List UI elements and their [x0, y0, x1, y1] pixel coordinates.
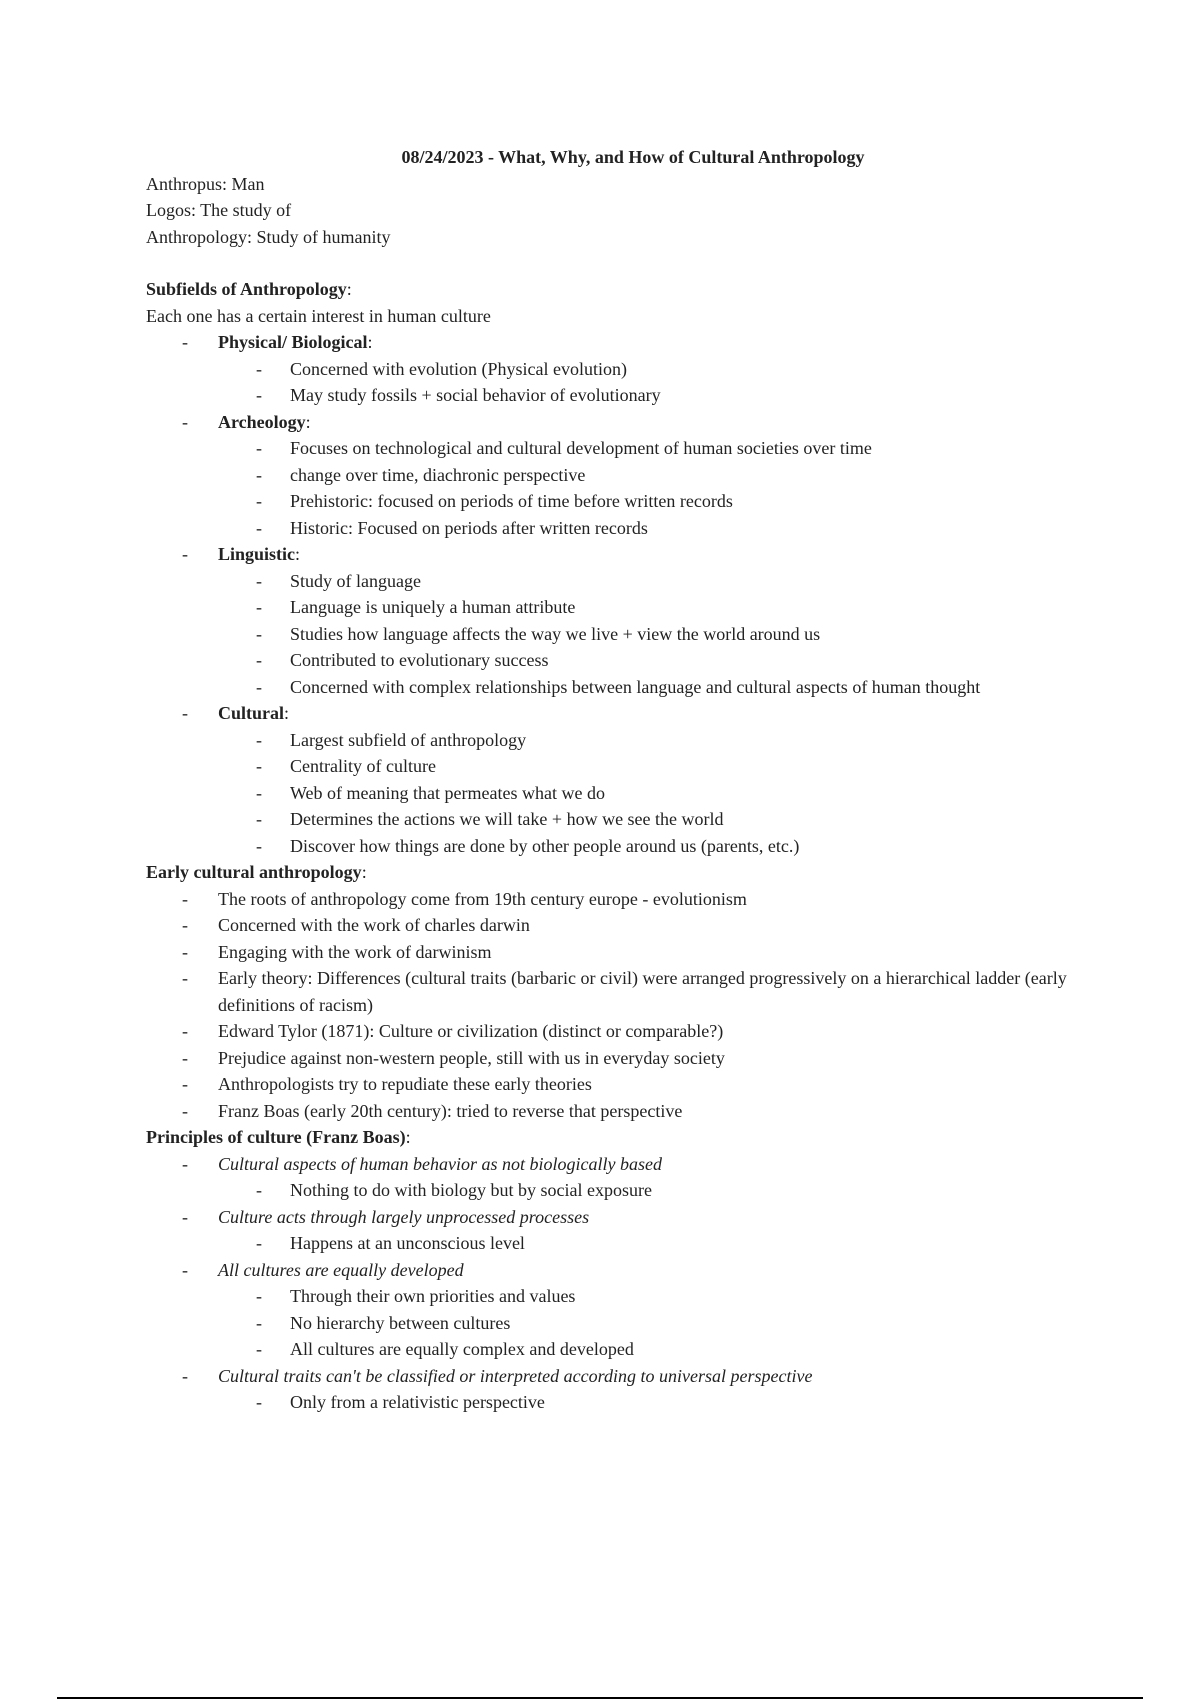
- principle-text: Cultural aspects of human behavior as not biologically based: [218, 1153, 662, 1174]
- bullet-dash: -: [182, 1206, 188, 1227]
- list-item: [146, 382, 1086, 409]
- bullet-dash: -: [182, 703, 188, 723]
- list-item: [146, 674, 1086, 701]
- bullet-dash: -: [256, 1339, 262, 1359]
- list-item: [146, 1230, 1086, 1257]
- principle-item: [146, 1257, 1086, 1284]
- definition-line: Logos: The study of: [146, 200, 292, 220]
- definition-line: Anthropus: Man: [146, 173, 265, 194]
- list-item-text: Determines the actions we will take + how we see the world: [290, 809, 724, 829]
- notes-content: [146, 144, 1086, 1416]
- list-item: [146, 727, 1086, 754]
- heading-text: Early cultural anthropology: [146, 862, 362, 882]
- principle-text: Cultural traits can't be classified or interpreted according to universal perspective: [218, 1365, 813, 1386]
- bullet-dash: -: [256, 385, 262, 405]
- subfield-name: Linguistic: [218, 544, 296, 564]
- bullet-dash: -: [256, 464, 262, 485]
- list-item-text: Discover how things are done by other people around us (parents, etc.): [290, 835, 800, 856]
- bullet-dash: -: [256, 1180, 262, 1200]
- definition-line: Anthropology: Study of humanity: [146, 226, 391, 247]
- subfields-heading: [146, 276, 1086, 303]
- colon: :: [295, 544, 301, 564]
- list-item-text: Historic: Focused on periods after written records: [290, 517, 648, 538]
- bullet-dash: -: [182, 915, 188, 935]
- bullet-dash: -: [182, 1074, 188, 1094]
- list-item-text: Centrality of culture: [290, 756, 436, 776]
- list-item-text: Anthropologists try to repudiate these early theories: [218, 1074, 592, 1094]
- list-item-text: Concerned with evolution (Physical evolution): [290, 358, 627, 379]
- list-item: [146, 1071, 1086, 1098]
- list-item: [146, 1098, 1086, 1125]
- list-item: [146, 1177, 1086, 1204]
- list-item: [146, 806, 1086, 833]
- bullet-dash: -: [182, 1259, 188, 1280]
- bullet-dash: -: [256, 1392, 262, 1412]
- bullet-dash: -: [256, 1286, 262, 1306]
- bullet-dash: -: [182, 1047, 188, 1068]
- subfield-name: Physical/ Biological: [218, 332, 368, 352]
- list-item: [146, 1310, 1086, 1337]
- principle-text: Culture acts through largely unprocessed processes: [218, 1206, 590, 1227]
- list-item-text: No hierarchy between cultures: [290, 1312, 511, 1333]
- page-title: 08/24/2023 - What, Why, and How of Cultural Anthropology: [401, 147, 865, 167]
- bullet-dash: -: [256, 517, 262, 538]
- list-item: [146, 886, 1086, 913]
- list-item: [146, 356, 1086, 383]
- list-item: [146, 515, 1086, 542]
- list-item: [146, 462, 1086, 489]
- principle-text: All cultures are equally developed: [218, 1259, 464, 1280]
- list-item-text: Largest subfield of anthropology: [290, 729, 527, 750]
- principle-item: [146, 1204, 1086, 1231]
- list-item-text: Through their own priorities and values: [290, 1286, 576, 1306]
- list-item-text: May study fossils + social behavior of evolutionary: [290, 385, 661, 405]
- bullet-dash: -: [256, 597, 262, 617]
- bullet-dash: -: [182, 411, 188, 432]
- list-item-text: Edward Tylor (1871): Culture or civilization (distinct or comparable?): [218, 1021, 724, 1041]
- colon: :: [305, 411, 311, 432]
- bullet-dash: -: [182, 968, 188, 988]
- list-item-text: Engaging with the work of darwinism: [218, 941, 492, 962]
- list-item: [146, 939, 1086, 966]
- bullet-dash: -: [256, 623, 262, 644]
- subfield-item: [146, 541, 1086, 568]
- bullet-dash: -: [256, 676, 262, 697]
- list-item-text: Only from a relativistic perspective: [290, 1392, 545, 1412]
- list-item: [146, 1336, 1086, 1363]
- early-heading: [146, 859, 1086, 886]
- bullet-dash: -: [182, 1100, 188, 1121]
- bullet-dash: -: [256, 650, 262, 670]
- colon: :: [284, 703, 290, 723]
- bullet-dash: -: [256, 782, 262, 803]
- list-item: [146, 1389, 1086, 1416]
- bullet-dash: -: [256, 491, 262, 511]
- subfield-item: [146, 409, 1086, 436]
- bullet-dash: -: [182, 941, 188, 962]
- list-item: [146, 753, 1086, 780]
- list-item: [146, 1045, 1086, 1072]
- subfield-item: [146, 700, 1086, 727]
- list-item: [146, 435, 1086, 462]
- colon: :: [361, 862, 367, 882]
- list-item-text: Contributed to evolutionary success: [290, 650, 549, 670]
- bullet-dash: -: [182, 332, 188, 352]
- subfield-name: Archeology: [218, 411, 306, 432]
- page-bottom-rule: [57, 1697, 1143, 1699]
- list-item: [146, 780, 1086, 807]
- list-item-text: Early theory: Differences (cultural traits (barbaric or civil) were arranged progressively on a hierarchical ladder (early definitions of racism): [218, 968, 1067, 1015]
- bullet-dash: -: [256, 809, 262, 829]
- list-item: [146, 488, 1086, 515]
- list-item: [146, 594, 1086, 621]
- list-item-text: Prejudice against non-western people, still with us in everyday society: [218, 1047, 725, 1068]
- list-item-text: Focuses on technological and cultural development of human societies over time: [290, 438, 872, 458]
- bullet-dash: -: [256, 1312, 262, 1333]
- bullet-dash: -: [256, 358, 262, 379]
- subfields-intro: Each one has a certain interest in human culture: [146, 305, 491, 326]
- list-item: [146, 833, 1086, 860]
- list-item-text: Language is uniquely a human attribute: [290, 597, 576, 617]
- heading-text: Principles of culture (Franz Boas): [146, 1127, 406, 1147]
- colon: :: [346, 279, 352, 299]
- principles-heading: [146, 1124, 1086, 1151]
- bullet-dash: -: [256, 570, 262, 591]
- list-item-text: Nothing to do with biology but by social exposure: [290, 1180, 652, 1200]
- list-item-text: Franz Boas (early 20th century): tried to reverse that perspective: [218, 1100, 683, 1121]
- bullet-dash: -: [182, 1153, 188, 1174]
- list-item: [146, 1018, 1086, 1045]
- spacer: [146, 250, 1086, 276]
- list-item-text: The roots of anthropology come from 19th century europe - evolutionism: [218, 888, 747, 909]
- list-item-text: Happens at an unconscious level: [290, 1233, 525, 1253]
- list-item: [146, 568, 1086, 595]
- bullet-dash: -: [182, 544, 188, 564]
- list-item: [146, 621, 1086, 648]
- list-item-text: Concerned with the work of charles darwin: [218, 915, 530, 935]
- list-item: [146, 912, 1086, 939]
- bullet-dash: -: [182, 1365, 188, 1386]
- bullet-dash: -: [182, 888, 188, 909]
- bullet-dash: -: [256, 729, 262, 750]
- list-item: [146, 965, 1086, 1018]
- bullet-dash: -: [256, 835, 262, 856]
- bullet-dash: -: [256, 438, 262, 458]
- list-item-text: Prehistoric: focused on periods of time before written records: [290, 491, 733, 511]
- colon: :: [367, 332, 373, 352]
- bullet-dash: -: [256, 756, 262, 776]
- list-item-text: Web of meaning that permeates what we do: [290, 782, 605, 803]
- heading-text: Subfields of Anthropology: [146, 279, 347, 299]
- bullet-dash: -: [256, 1233, 262, 1253]
- list-item-text: All cultures are equally complex and developed: [290, 1339, 634, 1359]
- list-item-text: Concerned with complex relationships between language and cultural aspects of human thought: [290, 676, 981, 697]
- list-item-text: Study of language: [290, 570, 421, 591]
- bullet-dash: -: [182, 1021, 188, 1041]
- list-item-text: change over time, diachronic perspective: [290, 464, 586, 485]
- principle-item: [146, 1151, 1086, 1178]
- subfield-item: [146, 329, 1086, 356]
- principle-item: [146, 1363, 1086, 1390]
- list-item: [146, 647, 1086, 674]
- list-item-text: Studies how language affects the way we live + view the world around us: [290, 623, 821, 644]
- colon: :: [405, 1127, 411, 1147]
- subfield-name: Cultural: [218, 703, 285, 723]
- list-item: [146, 1283, 1086, 1310]
